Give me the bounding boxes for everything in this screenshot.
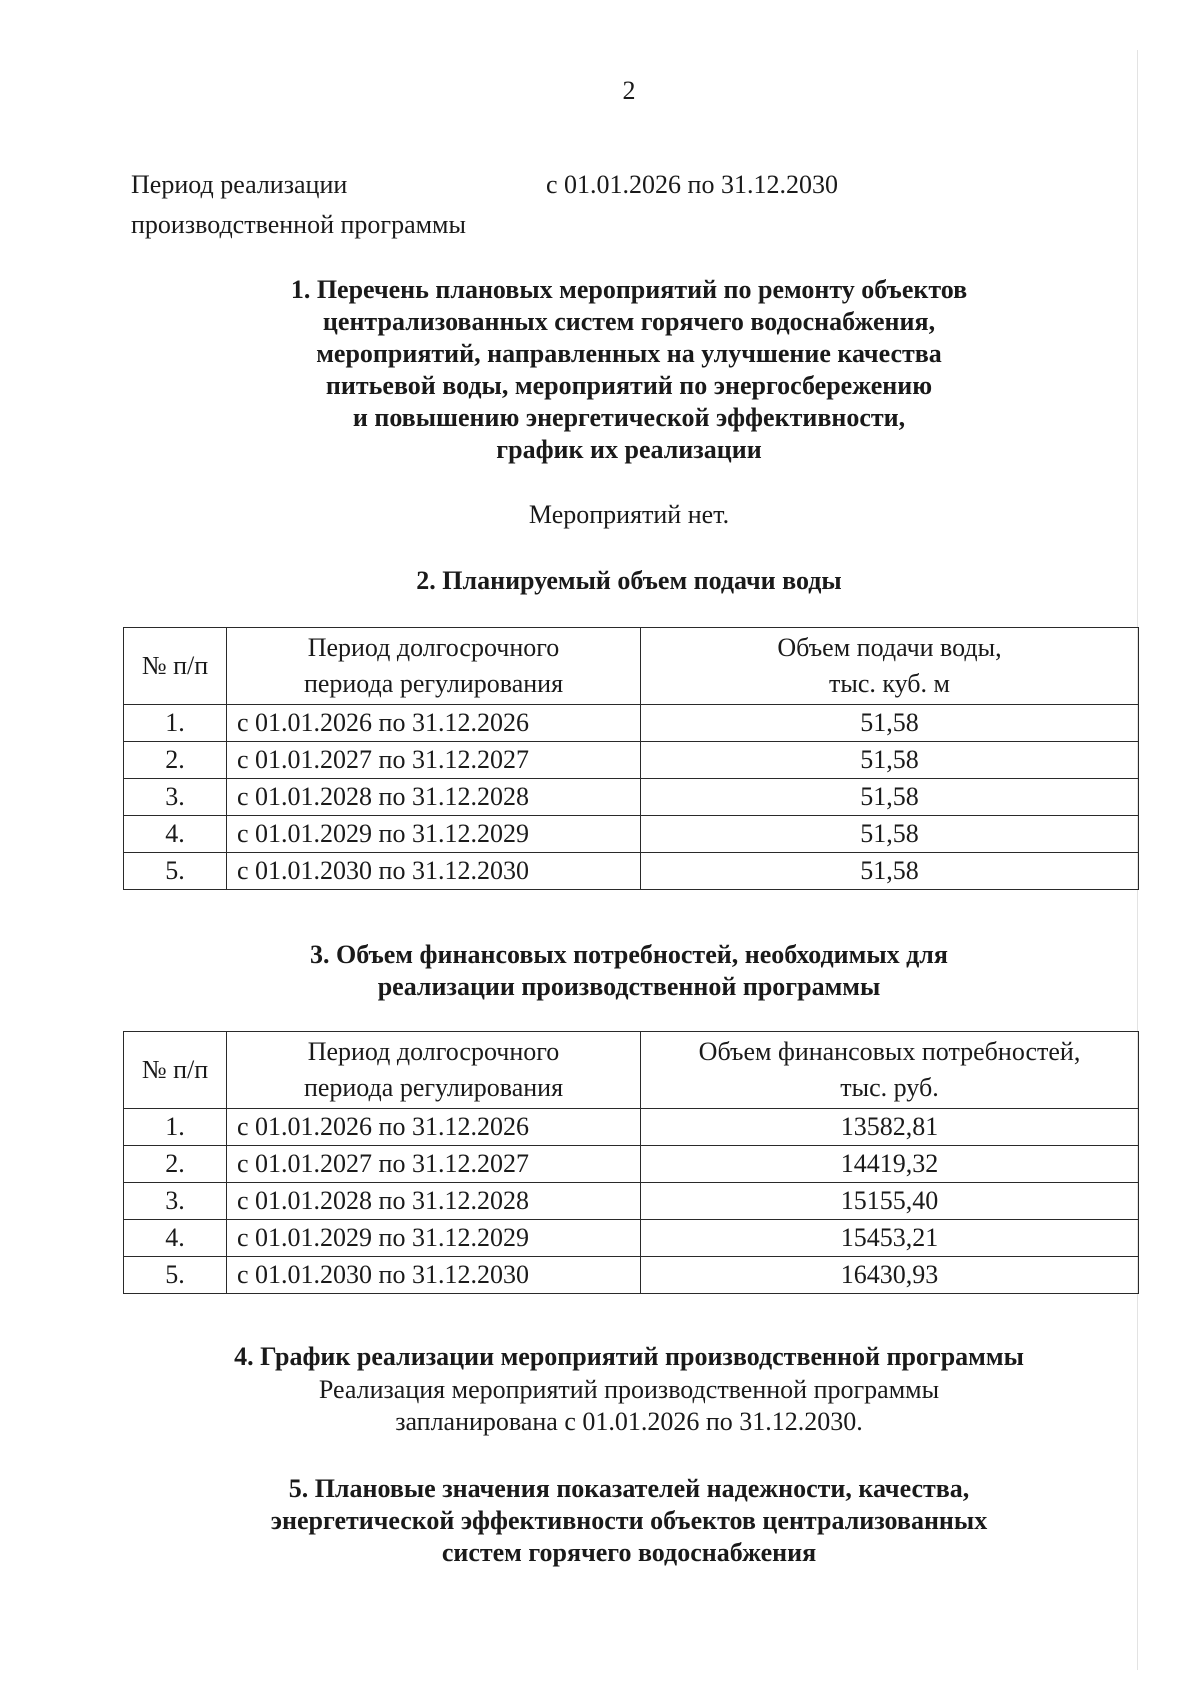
col-header-period-line1: Период долгосрочного	[307, 1037, 560, 1066]
col-header-period-line2: периода регулирования	[303, 1073, 564, 1102]
row-value: 51,58	[641, 853, 1139, 890]
water-volume-table	[123, 627, 1139, 890]
table-row	[124, 1220, 1139, 1257]
section5-title-line: энергетической эффективности объектов централизованных	[270, 1506, 988, 1535]
row-period: с 01.01.2026 по 31.12.2026	[227, 1109, 641, 1146]
col-header-value-line2: тыс. куб. м	[829, 669, 950, 698]
col-header-value	[641, 1032, 1139, 1109]
col-header-period	[227, 628, 641, 705]
row-num: 4.	[124, 816, 227, 853]
table-row	[124, 1146, 1139, 1183]
section1-title-line: централизованных систем горячего водоснабжения,	[322, 307, 936, 336]
col-header-num: № п/п	[124, 628, 227, 705]
section5-title	[0, 1473, 1200, 1569]
row-num: 2.	[124, 1146, 227, 1183]
page-number: 2	[622, 76, 636, 105]
section3-title-line: 3. Объем финансовых потребностей, необходимых для	[310, 940, 948, 969]
row-period: с 01.01.2029 по 31.12.2029	[227, 816, 641, 853]
row-value: 15155,40	[641, 1183, 1139, 1220]
row-num: 5.	[124, 1257, 227, 1294]
section4-text-line1: Реализация мероприятий производственной программы	[318, 1375, 940, 1404]
row-value: 51,58	[641, 779, 1139, 816]
table-row	[124, 742, 1139, 779]
col-header-period-line2: периода регулирования	[303, 669, 564, 698]
row-value: 51,58	[641, 742, 1139, 779]
period-label	[131, 165, 466, 245]
row-num: 4.	[124, 1220, 227, 1257]
col-header-period	[227, 1032, 641, 1109]
section5-title-line: 5. Плановые значения показателей надежности, качества,	[288, 1474, 970, 1503]
row-period: с 01.01.2028 по 31.12.2028	[227, 779, 641, 816]
section1-note: Мероприятий нет.	[528, 500, 730, 529]
financial-needs-table	[123, 1031, 1139, 1294]
row-period: с 01.01.2026 по 31.12.2026	[227, 705, 641, 742]
col-header-value-line1: Объем финансовых потребностей,	[698, 1037, 1081, 1066]
row-period: с 01.01.2030 по 31.12.2030	[227, 1257, 641, 1294]
section1-title-line: 1. Перечень плановых мероприятий по ремонту объектов	[290, 275, 968, 304]
row-period: с 01.01.2028 по 31.12.2028	[227, 1183, 641, 1220]
row-value: 51,58	[641, 705, 1139, 742]
col-header-num: № п/п	[124, 1032, 227, 1109]
section4-title: 4. График реализации мероприятий производственной программы	[234, 1342, 1024, 1371]
table-row	[124, 1183, 1139, 1220]
row-value: 15453,21	[641, 1220, 1139, 1257]
section1-title	[0, 274, 1200, 466]
row-value: 51,58	[641, 816, 1139, 853]
section5-title-line: систем горячего водоснабжения	[441, 1538, 817, 1567]
row-num: 1.	[124, 1109, 227, 1146]
col-header-value	[641, 628, 1139, 705]
section1-title-line: и повышению энергетической эффективности,	[352, 403, 906, 432]
col-header-value-line1: Объем подачи воды,	[777, 633, 1002, 662]
row-period: с 01.01.2030 по 31.12.2030	[227, 853, 641, 890]
section3-title	[0, 939, 1200, 1003]
col-header-value-line2: тыс. руб.	[840, 1073, 939, 1102]
table-row	[124, 816, 1139, 853]
row-value: 13582,81	[641, 1109, 1139, 1146]
row-value: 16430,93	[641, 1257, 1139, 1294]
table-row	[124, 853, 1139, 890]
section2-title: 2. Планируемый объем подачи воды	[416, 566, 842, 595]
row-num: 2.	[124, 742, 227, 779]
section1-title-line: питьевой воды, мероприятий по энергосбережению	[325, 371, 933, 400]
row-num: 5.	[124, 853, 227, 890]
table-header-row	[124, 628, 1139, 705]
row-period: с 01.01.2027 по 31.12.2027	[227, 1146, 641, 1183]
col-header-period-line1: Период долгосрочного	[307, 633, 560, 662]
section1-title-line: график их реализации	[496, 435, 762, 464]
period-value: с 01.01.2026 по 31.12.2030	[546, 170, 838, 199]
row-period: с 01.01.2029 по 31.12.2029	[227, 1220, 641, 1257]
section4-text	[0, 1374, 1200, 1438]
row-num: 3.	[124, 1183, 227, 1220]
row-num: 3.	[124, 779, 227, 816]
row-num: 1.	[124, 705, 227, 742]
row-period: с 01.01.2027 по 31.12.2027	[227, 742, 641, 779]
table-row	[124, 1109, 1139, 1146]
table-row	[124, 1257, 1139, 1294]
section1-title-line: мероприятий, направленных на улучшение качества	[316, 339, 942, 368]
section3-title-line: реализации производственной программы	[377, 972, 881, 1001]
section4-text-line2: запланирована с 01.01.2026 по 31.12.2030.	[395, 1407, 863, 1436]
row-value: 14419,32	[641, 1146, 1139, 1183]
table-row	[124, 779, 1139, 816]
period-label-line2: производственной программы	[131, 210, 466, 239]
period-label-line1: Период реализации	[131, 170, 348, 199]
table-header-row	[124, 1032, 1139, 1109]
table-row	[124, 705, 1139, 742]
